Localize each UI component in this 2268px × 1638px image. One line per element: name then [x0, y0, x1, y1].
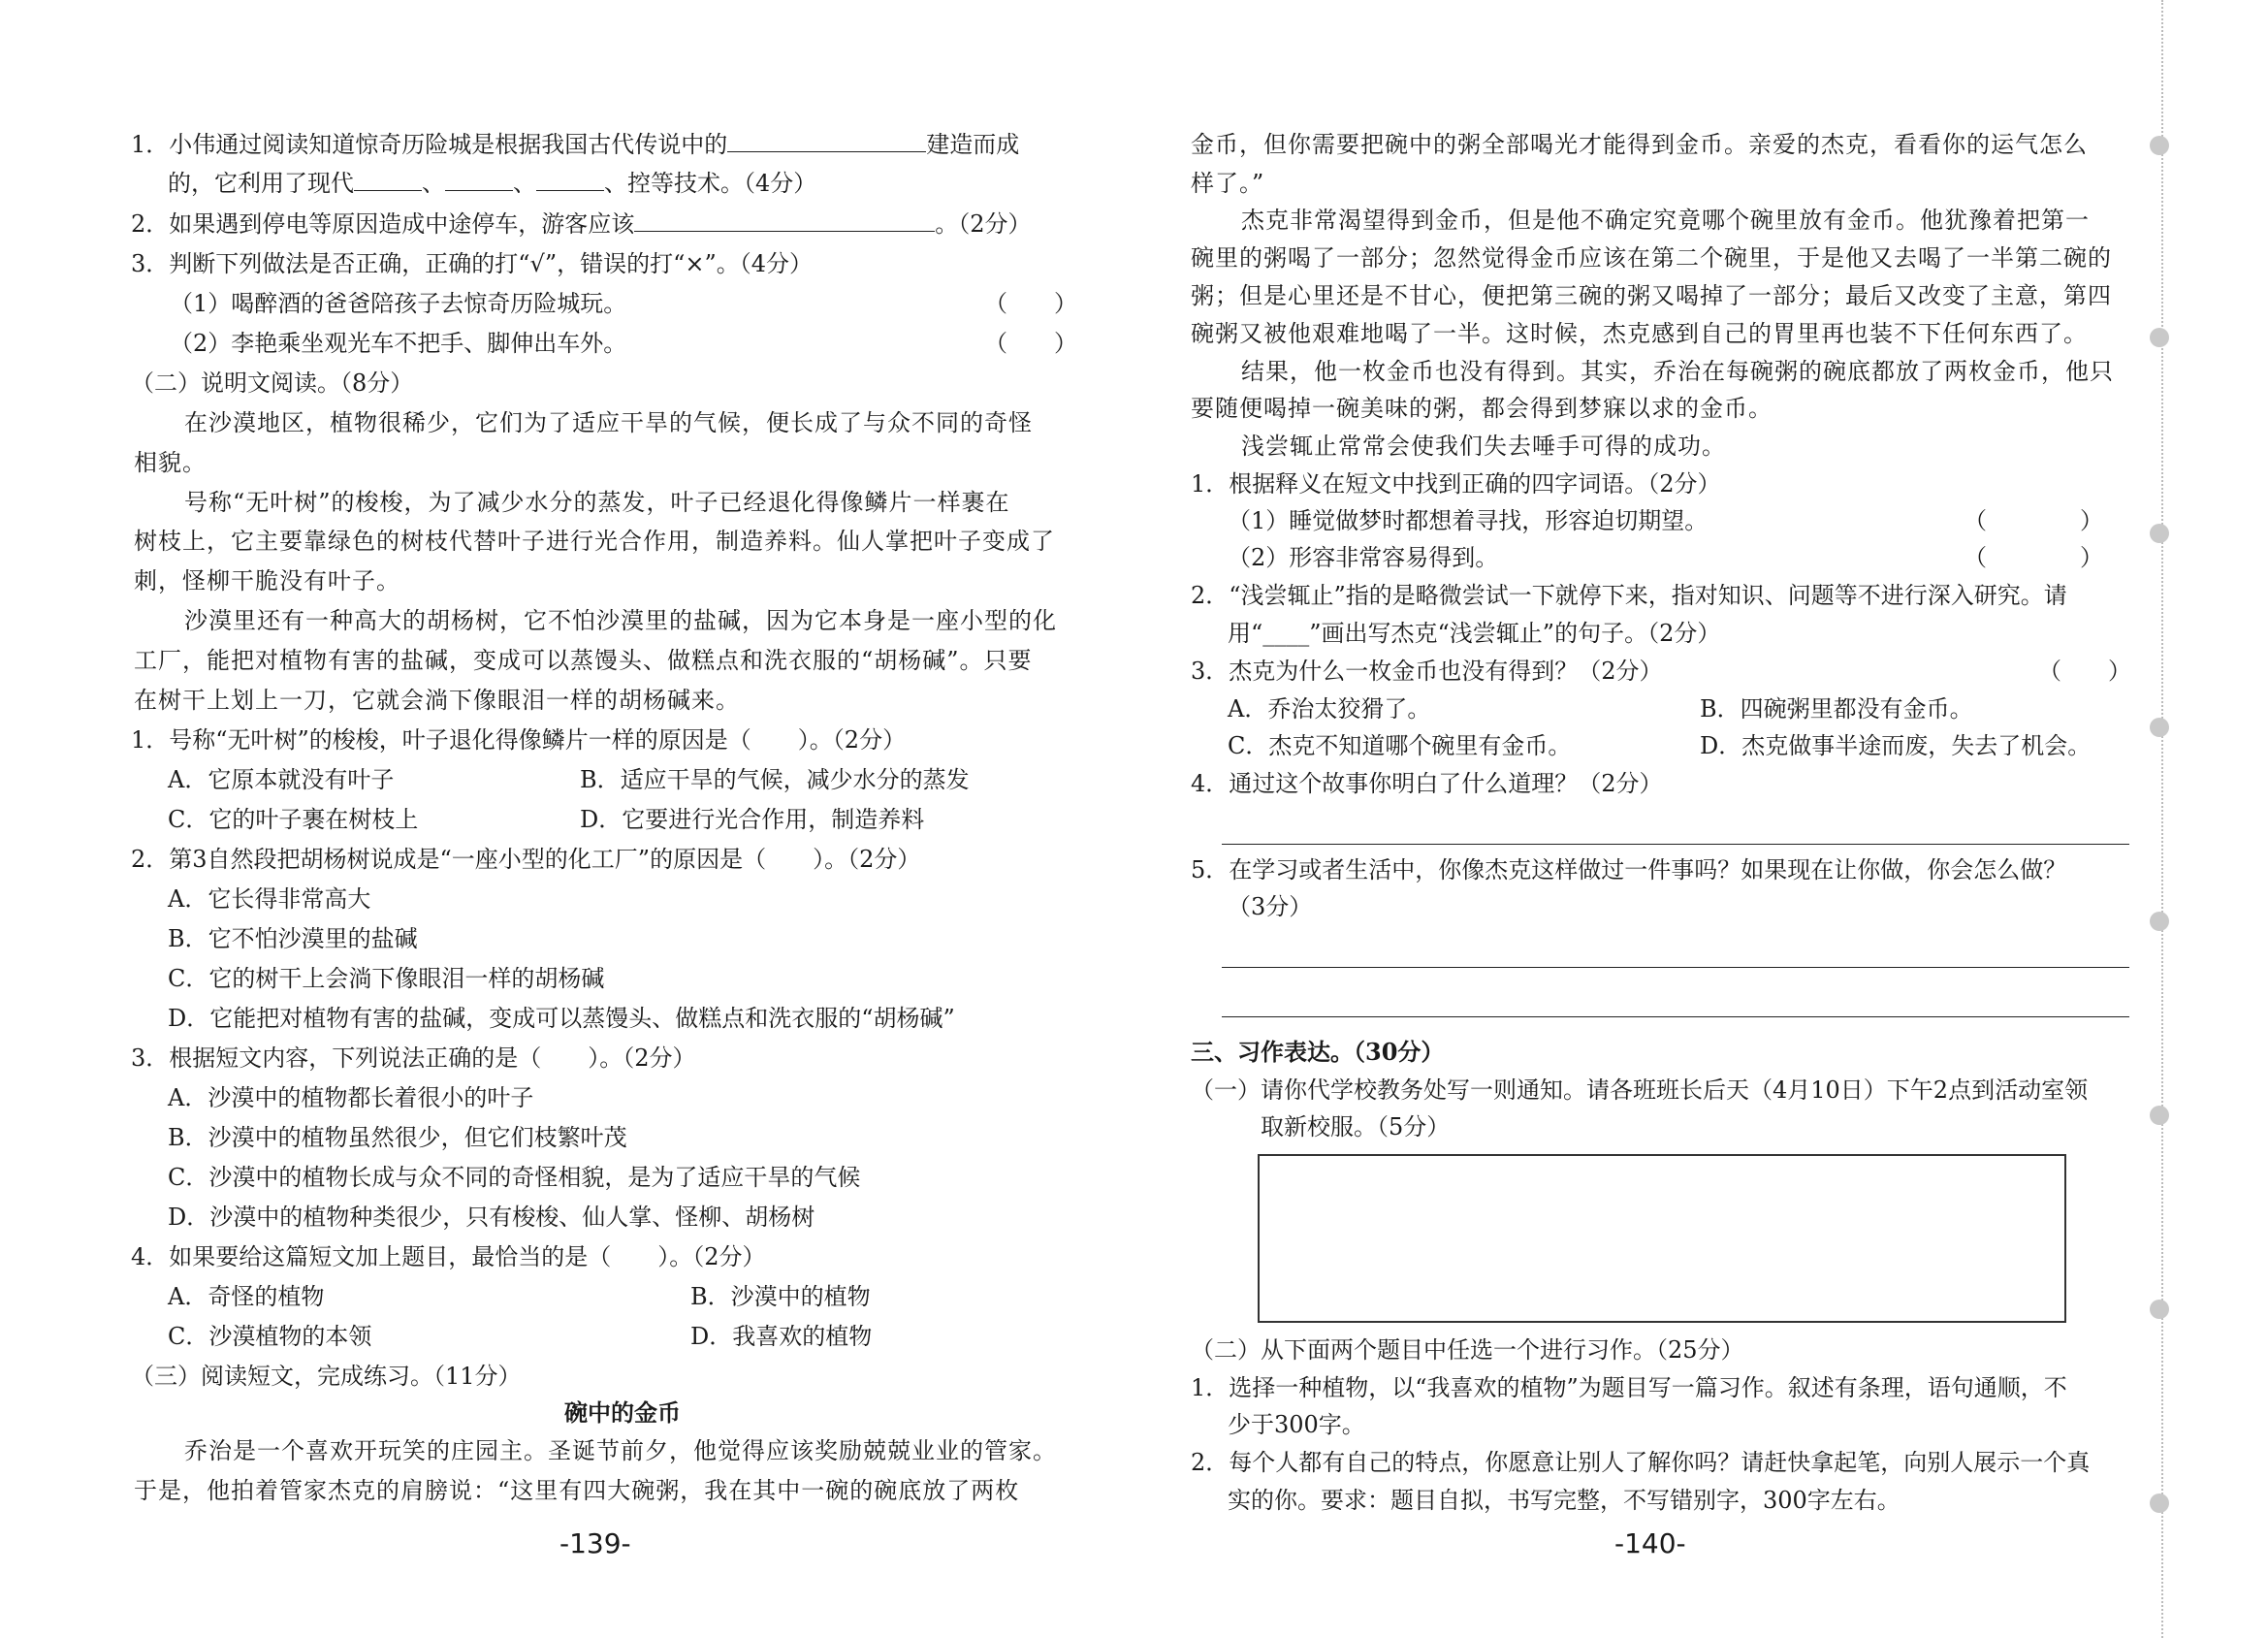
- answer-line[interactable]: [1222, 967, 2129, 968]
- binding-dotted-line: [2161, 0, 2163, 1638]
- option-d[interactable]: D．它要进行光合作用，制造养料: [580, 806, 925, 833]
- story-line: 粥；但是心里还是不甘心，便把第三碗的粥又喝掉了一部分；最后又改变了主意，第四: [1191, 282, 2112, 309]
- answer-blank[interactable]: [354, 169, 422, 191]
- story-line: 碗里的粥喝了一部分；忽然觉得金币应该在第二个碗里，于是他又去喝了一半第二碗的: [1191, 244, 2112, 272]
- story-line: 浅尝辄止常常会使我们失去唾手可得的成功。: [1241, 433, 1726, 460]
- question-1-2: （2）形容非常容易得到。: [1228, 544, 1499, 571]
- mc-question-3: 3．根据短文内容，下列说法正确的是（ ）。（2分）: [131, 1044, 696, 1072]
- option-b[interactable]: B．四碗粥里都没有金币。: [1700, 695, 1973, 723]
- answer-paren[interactable]: （ ）: [984, 330, 1077, 357]
- writing-task-2: （二）从下面两个题目中任选一个进行习作。（25分）: [1191, 1336, 1744, 1364]
- option-a[interactable]: A．沙漠中的植物都长着很小的叶子: [168, 1084, 534, 1111]
- story-line: 于是，他拍着管家杰克的肩膀说：“这里有四大碗粥，我在其中一碗的碗底放了两枚: [134, 1477, 1020, 1504]
- answer-blank[interactable]: [536, 169, 604, 191]
- question-1-1: （1）睡觉做梦时都想着寻找，形容迫切期望。: [1228, 507, 1709, 534]
- passage-line: 在树干上划上一刀，它就会淌下像眼泪一样的胡杨碱来。: [134, 687, 740, 714]
- mc-question-4: 4．如果要给这篇短文加上题目，最恰当的是（ ）。（2分）: [131, 1243, 766, 1270]
- option-a[interactable]: A．它长得非常高大: [168, 885, 371, 913]
- answer-line[interactable]: [1222, 1016, 2129, 1017]
- answer-paren[interactable]: （ ）: [2038, 658, 2131, 685]
- section-2-heading: （二）说明文阅读。（8分）: [131, 369, 414, 397]
- question-3: 3．杰克为什么一枚金币也没有得到？（2分）: [1191, 658, 1663, 685]
- page-number: -139-: [559, 1527, 631, 1559]
- question-4: 4．通过这个故事你明白了什么道理？（2分）: [1191, 770, 1663, 797]
- option-d[interactable]: D．它能把对植物有害的盐碱，变成可以蒸馒头、做糕点和洗衣服的“胡杨碱”: [168, 1005, 955, 1032]
- writing-option-1-line-2: 少于300字。: [1228, 1411, 1365, 1438]
- answer-line[interactable]: [1222, 844, 2129, 845]
- option-c[interactable]: C．杰克不知道哪个碗里有金币。: [1228, 732, 1572, 759]
- question-3-1: （1）喝醉酒的爸爸陪孩子去惊奇历险城玩。: [170, 290, 627, 317]
- question-2-line-1: 2．“浅尝辄止”指的是略微尝试一下就停下来，指对知识、问题等不进行深入研究。请: [1191, 582, 2067, 609]
- question-2: 2．如果遇到停电等原因造成中途停车，游客应该 。（2分）: [131, 210, 1032, 238]
- binding-mark-icon: [2150, 718, 2169, 737]
- passage-line: 工厂，能把对植物有害的盐碱，变成可以蒸馒头、做糕点和洗衣服的“胡杨碱”。只要: [134, 647, 1033, 674]
- binding-mark-icon: [2150, 328, 2169, 347]
- mc-question-2: 2．第3自然段把胡杨树说成是“一座小型的化工厂”的原因是（ ）。（2分）: [131, 846, 921, 873]
- binding-mark-icon: [2150, 912, 2169, 931]
- question-1: 1．根据释义在短文中找到正确的四字词语。（2分）: [1191, 470, 1721, 498]
- option-c[interactable]: C．沙漠植物的本领: [168, 1323, 372, 1350]
- question-2-line-2: 用“____”画出写杰克“浅尝辄止”的句子。（2分）: [1228, 620, 1721, 647]
- option-a[interactable]: A．它原本就没有叶子: [168, 766, 395, 793]
- option-d[interactable]: D．沙漠中的植物种类很少，只有梭梭、仙人掌、怪柳、胡杨树: [168, 1204, 815, 1231]
- story-line: 结果，他一枚金币也没有得到。其实，乔治在每碗粥的碗底都放了两枚金币，他只: [1241, 358, 2114, 385]
- writing-task-1-line-1: （一）请你代学校教务处写一则通知。请各班班长后天（4月10日）下午2点到活动室领: [1191, 1076, 2089, 1104]
- passage-line: 相貌。: [134, 449, 207, 476]
- option-c[interactable]: C．它的叶子裹在树枝上: [168, 806, 419, 833]
- writing-task-1-line-2: 取新校服。（5分）: [1261, 1113, 1451, 1140]
- binding-mark-icon: [2150, 1493, 2169, 1513]
- question-3-2: （2）李艳乘坐观光车不把手、脚伸出车外。: [170, 330, 627, 357]
- question-5-line-2: （3分）: [1228, 893, 1313, 920]
- passage-line: 沙漠里还有一种高大的胡杨树，它不怕沙漠里的盐碱，因为它本身是一座小型的化: [184, 607, 1057, 634]
- answer-blank[interactable]: [634, 209, 935, 232]
- section-writing-heading: 三、习作表达。（30分）: [1191, 1038, 1445, 1066]
- option-a[interactable]: A．奇怪的植物: [168, 1283, 325, 1310]
- option-c[interactable]: C．沙漠中的植物长成与众不同的奇怪相貌，是为了适应干旱的气候: [168, 1164, 861, 1191]
- option-b[interactable]: B．适应干旱的气候，减少水分的蒸发: [580, 766, 970, 793]
- option-d[interactable]: D．我喜欢的植物: [690, 1323, 873, 1350]
- option-b[interactable]: B．它不怕沙漠里的盐碱: [168, 925, 418, 952]
- writing-option-2-line-1: 2．每个人都有自己的特点，你愿意让别人了解你吗？请赶快拿起笔，向别人展示一个真: [1191, 1449, 2091, 1476]
- story-line: 乔治是一个喜欢开玩笑的庄园主。圣诞节前夕，他觉得应该奖励兢兢业业的管家。: [184, 1437, 1057, 1464]
- writing-option-2-line-2: 实的你。要求：题目自拟，书写完整，不写错别字，300字左右。: [1228, 1487, 1901, 1514]
- notice-answer-box[interactable]: [1258, 1154, 2066, 1323]
- mc-question-1: 1．号称“无叶树”的梭梭，叶子退化得像鳞片一样的原因是（ ）。（2分）: [131, 726, 907, 754]
- binding-mark-icon: [2150, 136, 2169, 155]
- answer-blank[interactable]: [445, 169, 513, 191]
- page-number: -140-: [1614, 1527, 1686, 1559]
- writing-option-1-line-1: 1．选择一种植物，以“我喜欢的植物”为题目写一篇习作。叙述有条理，语句通顺，不: [1191, 1374, 2067, 1401]
- story-line: 样了。”: [1191, 170, 1265, 197]
- option-a[interactable]: A．乔治太狡猾了。: [1228, 695, 1431, 723]
- option-b[interactable]: B．沙漠中的植物: [690, 1283, 871, 1310]
- binding-mark-icon: [2150, 1106, 2169, 1125]
- passage-line: 在沙漠地区，植物很稀少，它们为了适应干旱的气候，便长成了与众不同的奇怪: [184, 409, 1033, 436]
- question-3: 3．判断下列做法是否正确，正确的打“√”，错误的打“×”。（4分）: [131, 250, 814, 277]
- answer-paren[interactable]: （ ）: [1964, 544, 2103, 571]
- binding-mark-icon: [2150, 524, 2169, 543]
- story-line: 要随便喝掉一碗美味的粥，都会得到梦寐以求的金币。: [1191, 395, 1773, 422]
- passage-line: 刺，怪柳干脆没有叶子。: [134, 567, 400, 594]
- story-line: 金币，但你需要把碗中的粥全部喝光才能得到金币。亲爱的杰克，看看你的运气怎么: [1191, 131, 2088, 158]
- option-b[interactable]: B．沙漠中的植物虽然很少，但它们枝繁叶茂: [168, 1124, 627, 1151]
- section-3-heading: （三）阅读短文，完成练习。（11分）: [131, 1363, 522, 1390]
- story-line: 碗粥又被他艰难地喝了一半。这时候，杰克感到自己的胃里再也装不下任何东西了。: [1191, 320, 2088, 347]
- answer-blank[interactable]: [727, 130, 926, 152]
- story-line: 杰克非常渴望得到金币，但是他不确定究竟哪个碗里放有金币。他犹豫着把第一: [1241, 207, 2090, 234]
- story-title: 碗中的金币: [564, 1398, 681, 1427]
- answer-paren[interactable]: （ ）: [984, 290, 1077, 317]
- passage-line: 树枝上，它主要靠绿色的树枝代替叶子进行光合作用，制造养料。仙人掌把叶子变成了: [134, 528, 1055, 555]
- right-page: [1154, 0, 2268, 1638]
- question-1-line-1: 1．小伟通过阅读知道惊奇历险城是根据我国古代传说中的 建造而成: [131, 131, 1020, 158]
- option-c[interactable]: C．它的树干上会淌下像眼泪一样的胡杨碱: [168, 965, 605, 992]
- passage-line: 号称“无叶树”的梭梭，为了减少水分的蒸发，叶子已经退化得像鳞片一样裹在: [184, 489, 1010, 516]
- option-d[interactable]: D．杰克做事半途而废，失去了机会。: [1700, 732, 2092, 759]
- binding-mark-icon: [2150, 1300, 2169, 1319]
- question-5-line-1: 5．在学习或者生活中，你像杰克这样做过一件事吗？如果现在让你做，你会怎么做？: [1191, 856, 2067, 883]
- answer-paren[interactable]: （ ）: [1964, 507, 2103, 534]
- question-1-line-2: 的，它利用了现代 、 、 、控等技术。（4分）: [168, 170, 817, 197]
